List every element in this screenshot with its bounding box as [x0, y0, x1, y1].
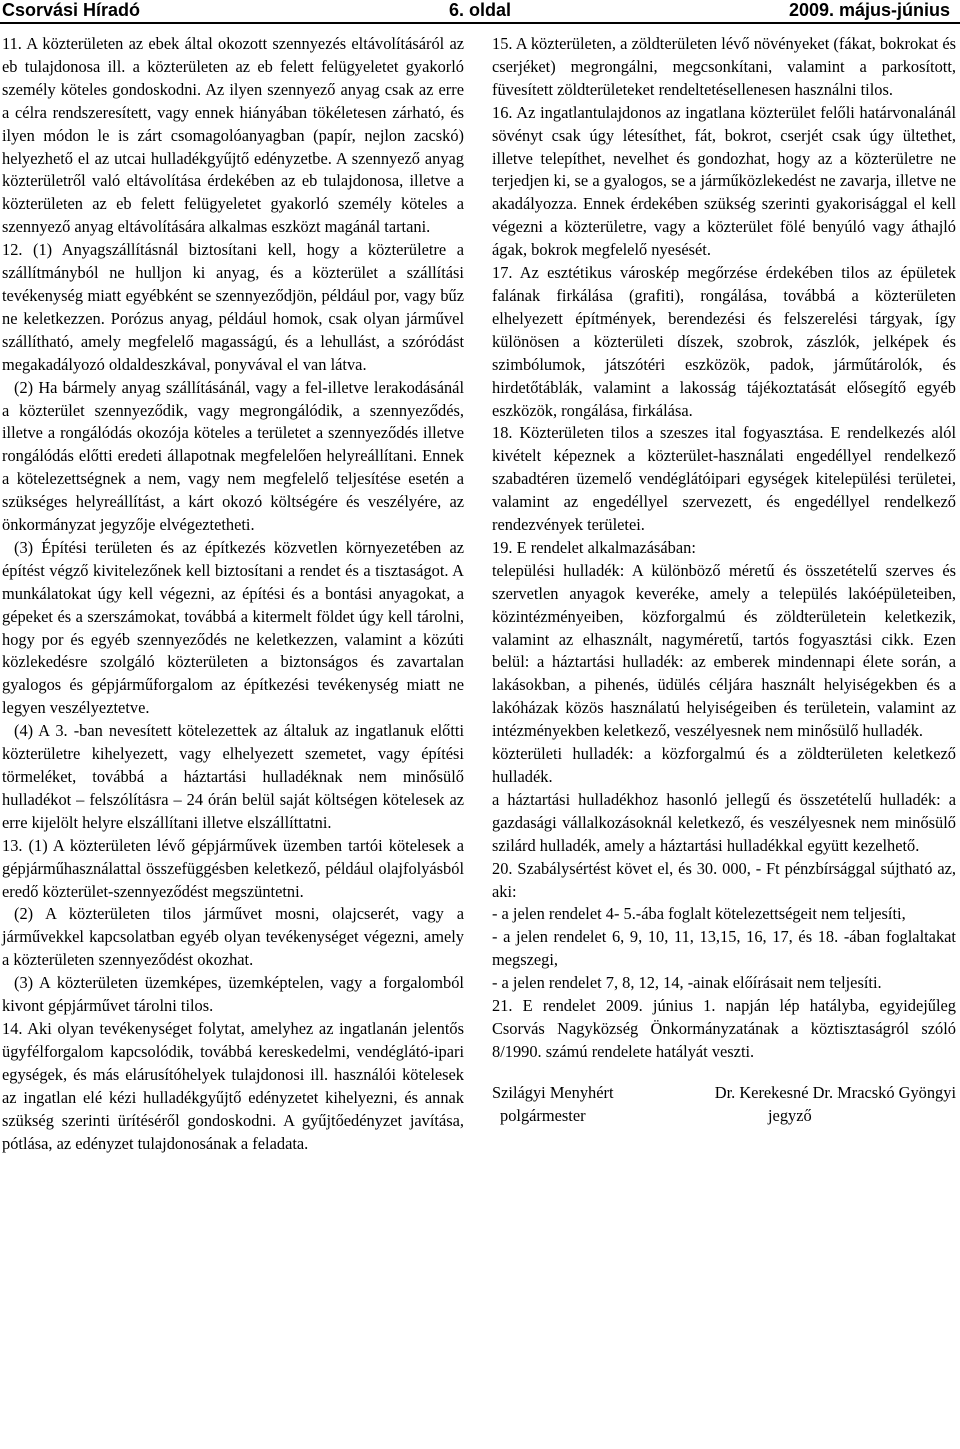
list-item-20-b: - a jelen rendelet 6, 9, 10, 11, 13,15, 16, 17, és 18. -ában foglaltakat megszegi, [492, 927, 956, 970]
paragraph-12-4: (4) A 3. -ban nevesített kötelezettek az általuk az ingatlanuk előtti közterületre kihelyezett, vagy elhelyezett szemetet, vagy építési törmeléket, továbbá a háztartási hulladéknak nem minősülő hulladékot – felszólításra – 24 órán belül saját költségen kötelesek az erre kijelölt helyre elszállítani illetve elszállíttatni. [2, 721, 464, 832]
paragraph-13-3: (3) A közterületen üzemképes, üzemképtelen, vagy a forgalomból kivont gépjárművet tárolni tilos. [2, 973, 464, 1016]
paragraph-12-2: (2) Ha bármely anyag szállításánál, vagy a fel-illetve lerakodásánál a közterület szennyeződik, vagy megrongálódik, a szennyeződés, illetve a rongálódás okozója köteles a területet a szennyeződés illetve rongálódás előtti eredeti állapotnak megfelelően helyreállítani. Ennek a kötelezettségnek a nem, vagy nem megfelelő teljesítése esetén a szükséges helyreállítást, a kárt okozó költségére és veszélyére, az önkormányzat jegyzője elvégeztetheti. [2, 377, 464, 535]
paragraph-12-1: 12. (1) Anyagszállításnál biztosítani kell, hogy a közterületre a szállítmányból ne hulljon ki anyag, és a közterület a szállítási tevékenység miatt egyébként se szennyeződjön, például por, vagy bűz ne keletkezzen. Porózus anyag, például homok, csak olyan járművel szállítható, amely megfelelő magasságú, és a lehullást, a szóródást megakadályozó oldaldeszkával, ponyvával el van látva. [2, 240, 464, 374]
page-header [0, 0, 960, 22]
paragraph-14: 14. Aki olyan tevékenységet folytat, amelyhez az ingatlanán jelentős ügyfélforgalom kapcsolódik, továbbá kereskedelmi, vendéglátó-ipari egységek, és más elárusítóhelyek tulajdonosi ill. használói kötelesek az ingatlan elé kézi hulladékgyűjtő edényzetet kihelyezni, és annak szükség szerinti ürítéséről gondoskodni. A gyűjtőedényzet javítása, pótlása, az edényzet tulajdonosának a feladata. [2, 1018, 464, 1153]
paragraph-12-3: (3) Építési területen és az építkezés közvetlen környezetében az építést végző kivitelezőnek kell biztosítani a rendet és a tisztaságot. A munkálatokat úgy kell végezni, az építési és a bontási anyagokat, a gépeket és a szerszámokat, továbbá a kitermelt földet úgy kell tárolni, hogy por és egyéb szennyeződés ne keletkezzen, valamint a közúti közlekedésre szolgáló közterületen a biztonságos és zavartalan gyalogos és gépjárműforgalom az építkezési tevékenység miatt ne legyen veszélyeztetve. [2, 537, 464, 718]
paragraph-13-1: 13. (1) A közterületen lévő gépjárművek üzemben tartói kötelesek a gépjárműhasználattal összefüggésben keletkező, például olajfolyásból eredő közterület-szennyeződést megszüntetni. [2, 835, 464, 901]
publication-title: Csorvási Híradó [2, 0, 141, 20]
right-column [492, 33, 956, 1128]
paragraph-18: 18. Közterületen tilos a szeszes ital fogyasztása. E rendelkezés alól kivételt képeznek a közterület-használati engedéllyel rendelkező szabadtéren üzemelő vendéglátóipari egységek kitelepülési területei, valamint az engedéllyel szervezett, és engedéllyel rendelkező rendezvények területei. [492, 423, 956, 535]
list-item-20-c: - a jelen rendelet 7, 8, 12, 14, -ainak előírásait nem teljesíti. [492, 973, 882, 993]
mayor-name: Szilágyi Menyhért [492, 1082, 614, 1102]
definition-telepulesi-hulladek: települési hulladék: A különböző méretű és összetételű szerves és szervetlen anyagok keveréke, amely a település lakóépületeiben, közintézményeiben, közforgalmú és zöldterületein keletkezik, valamint az elhasznált, nagyméretű, tartós fogyasztási cikk. Ezen belül: a háztartási hulladék: az emberek mindennapi élete során, a lakásokban, a pihenés, üdülés céljára használt helyiségekben és a lakóházak közös használatú helyiségeiben és területein, valamint az intézményekben keletkező, veszélyesnek nem minősülő hulladék. [492, 560, 956, 741]
issue-date: 2009. május-június [788, 0, 950, 20]
signature-block [492, 1082, 956, 1128]
left-column [2, 33, 464, 1155]
mayor-title: polgármester [500, 1105, 586, 1125]
signature-titles [492, 1105, 956, 1128]
paragraph-16: 16. Az ingatlantulajdonos az ingatlana közterület felőli határvonalánál sövényt csak úgy létesíthet, fát, bokrot, cserjét csak úgy ültethet, illetve telepíthet, nevelhet és gondozhat, hogy az a közterületre ne terjedjen ki, se a gyalogos, se a járműközlekedést ne zavarja, illetve ne akadályozza. Ennek érdekében szükség szerinti gyakorisággal el kell végezni a közterületre, vagy a közterület fölé benyúló vagy áthajló ágak, bokrok megfelelő nyesését. [492, 102, 956, 260]
list-item-20-a: - a jelen rendelet 4- 5.-ába foglalt kötelezettségeit nem teljesíti, [492, 904, 906, 924]
notary-name: Dr. Kerekesné Dr. Mracskó Gyöngyi [714, 1082, 956, 1102]
notary-title: jegyző [768, 1105, 812, 1125]
paragraph-17: 17. Az esztétikus városkép megőrzése érdekében tilos az épületek falának firkálása (grafiti), rongálása, továbbá a közterületen elhelyezett építmények, berendezési és felszerelési tárgyak, így különösen a közterületi díszek, szobrok, zászlók, jelképek és szimbólumok, játszótéri eszközök, padok, járműtárolók, és hirdetőtáblák, valamint a lakosság tájékoztatását elősegítő egyéb eszközök, rongálása, firkálása. [492, 263, 956, 420]
paragraph-19: 19. E rendelet alkalmazásában: [492, 537, 696, 557]
definition-kozteruleti-hulladek: közterületi hulladék: a közforgalmú és a zöldterületen keletkező hulladék. [492, 744, 956, 786]
paragraph-13-2: (2) A közterületen tilos járművet mosni, olajcserét, vagy a járművekkel kapcsolatban egyéb olyan tevékenységet végezni, amely a közterületen szennyeződést okozhat. [2, 904, 464, 970]
header-rule [0, 22, 960, 24]
paragraph-15: 15. A közterületen, a zöldterületen lévő növényeket (fákat, bokrokat és cserjéket) megrongálni, megcsonkítani, valamint a parkosított, füvesített zöldterületeket rendeltetésellenesen használni tilos. [492, 34, 956, 99]
page-number: 6. oldal [448, 0, 511, 20]
paragraph-21: 21. E rendelet 2009. június 1. napján lép hatályba, egyidejűleg Csorvás Nagyközség Önkormányzatának a köztisztaságról szóló 8/1990. számú rendelete hatályát veszti. [492, 996, 956, 1061]
definition-hasonlo-hulladek: a háztartási hulladékhoz hasonló jellegű és összetételű hulladék: a gazdasági vállalkozásoknál keletkező, és veszélyesnek nem minősülő szilárd hulladék, amely a háztartási hulladékkal együtt kezelhető. [492, 789, 956, 855]
signature-names [492, 1082, 956, 1105]
paragraph-11: 11. A közterületen az ebek által okozott szennyezés eltávolításáról az eb tulajdonosa ill. a közterületen az eb felett felügyeletet gyakorló személy köteles gondoskodni. Az ilyen szennyező anyag csak az erre a célra rendszeresített, vagy ennek hiányában tökéletesen zárható, és ilyen módon le is zárt csomagolóanyagban (papír, nejlon zacskó) helyezhető el az utcai hulladékgyűjtő edényzetbe. A szennyező anyag közterületről való eltávolítása érdekében az eb tulajdonosa, illetve a közterületen az eb felett felügyeletet gyakorló személy köteles a szennyező anyag eltávolítására alkalmas eszközt magánál tartani. [2, 34, 464, 237]
paragraph-20: 20. Szabálysértést követ el, és 30. 000, - Ft pénzbírsággal sújtható az, aki: [492, 858, 956, 901]
